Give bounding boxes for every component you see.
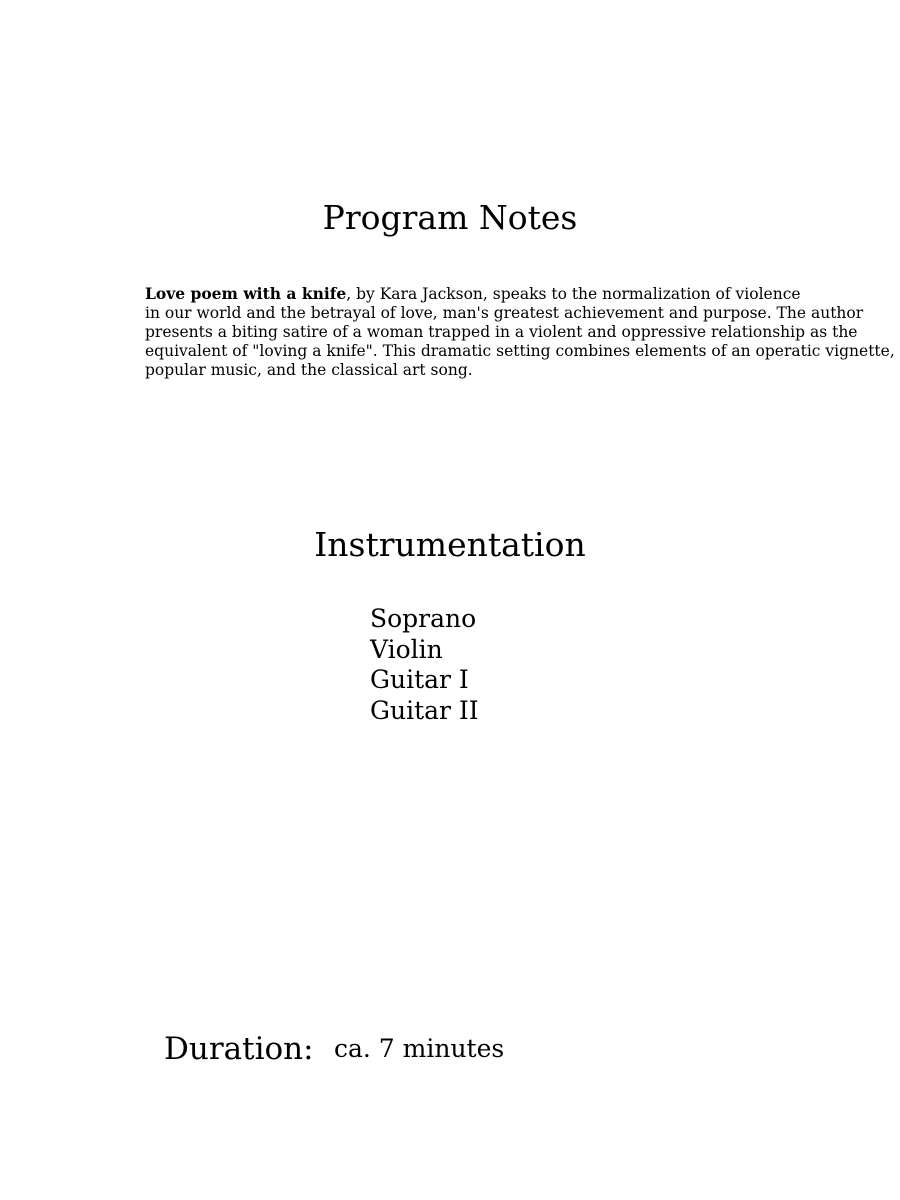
instrument-item-soprano: Soprano bbox=[370, 604, 477, 633]
work-title: Love poem with a knife bbox=[145, 284, 347, 303]
duration-label: Duration: bbox=[164, 1031, 314, 1067]
instrumentation-title: Instrumentation bbox=[314, 525, 586, 564]
instrument-item-guitar-1: Guitar I bbox=[370, 665, 469, 694]
program-notes-title: Program Notes bbox=[322, 198, 578, 237]
duration-value: ca. 7 minutes bbox=[334, 1034, 505, 1063]
instrument-list bbox=[370, 604, 479, 726]
program-notes-line-5: popular music, and the classical art song. bbox=[145, 361, 473, 379]
program-notes-line-3: presents a biting satire of a woman trapped in a violent and oppressive relationship as the bbox=[145, 323, 858, 341]
program-notes-text: , by Kara Jackson, speaks to the normalization of violence bbox=[346, 285, 801, 303]
program-notes-line-4: equivalent of "loving a knife". This dramatic setting combines elements of an operatic vignette, bbox=[145, 342, 895, 360]
program-notes-line-1 bbox=[145, 284, 865, 304]
instrument-item-violin: Violin bbox=[370, 634, 443, 664]
program-notes-line-2: in our world and the betrayal of love, man's greatest achievement and purpose. The author bbox=[145, 304, 864, 322]
program-notes-body bbox=[145, 284, 895, 380]
instrument-item-guitar-2: Guitar II bbox=[370, 695, 479, 725]
